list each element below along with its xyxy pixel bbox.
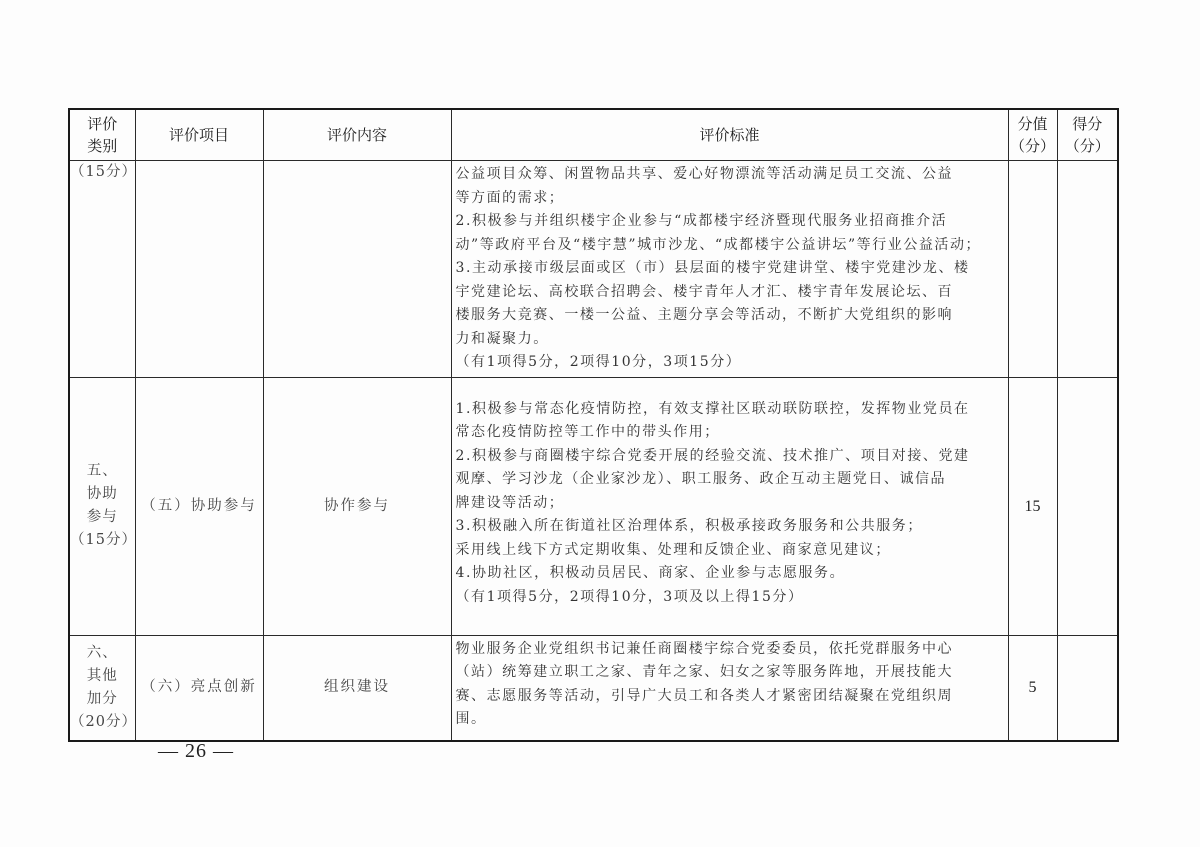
spacer bbox=[456, 380, 1006, 398]
standard-cell bbox=[451, 377, 1008, 635]
category-line: 协助 bbox=[86, 486, 118, 502]
page-number: — 26 — bbox=[158, 740, 234, 762]
standard-line: 牌建设等活动； bbox=[455, 494, 565, 511]
evaluation-table bbox=[68, 108, 1119, 742]
standard-cell bbox=[451, 635, 1008, 741]
score-earned-cell[interactable] bbox=[1057, 377, 1118, 635]
standard-cell bbox=[451, 161, 1008, 378]
standard-line: 力和凝聚力。 bbox=[455, 330, 549, 347]
table-header-row bbox=[69, 109, 1118, 161]
item-cell bbox=[135, 161, 263, 378]
standard-line: 等方面的需求； bbox=[455, 189, 565, 206]
content-cell: 组织建设 bbox=[263, 635, 451, 741]
category-line: 五、 bbox=[86, 463, 118, 479]
score-value-cell: 5 bbox=[1008, 635, 1057, 741]
category-line: 其他 bbox=[86, 667, 118, 684]
category-line: 加分 bbox=[86, 690, 118, 707]
standard-line: 4.协助社区，积极动员居民、商家、企业参与志愿服务。 bbox=[455, 565, 846, 581]
score-earned-cell[interactable] bbox=[1057, 635, 1118, 741]
standard-line: 3.主动承接市级层面或区（市）县层面的楼宇党建讲堂、楼宇党建沙龙、楼 bbox=[455, 260, 970, 276]
standard-line: （有1项得5分，2项得10分，3项及以上得15分） bbox=[455, 588, 804, 605]
header-score-value-line2: （分） bbox=[1009, 137, 1055, 155]
table-row bbox=[69, 377, 1118, 635]
standard-line: 物业服务企业党组织书记兼任商圈楼宇综合党委委员，依托党群服务中心 bbox=[455, 640, 954, 657]
standard-line: 2.积极参与商圈楼宇综合党委开展的经验交流、技术推广、项目对接、党建 bbox=[455, 447, 970, 464]
table-row bbox=[69, 635, 1118, 741]
content-cell bbox=[263, 161, 451, 378]
category-cell bbox=[69, 635, 135, 741]
header-score-earned-line2: （分） bbox=[1064, 137, 1110, 155]
header-standard: 评价标准 bbox=[451, 109, 1008, 161]
standard-line: 常态化疫情防控等工作中的带头作用； bbox=[455, 424, 720, 440]
category-cell bbox=[69, 377, 135, 635]
standard-line: 采用线上线下方式定期收集、处理和反馈企业、商家意见建议； bbox=[455, 541, 891, 558]
standard-line: 赛、志愿服务等活动，引导广大员工和各类人才紧密团结凝聚在党组织周 bbox=[455, 687, 954, 704]
content-cell: 协作参与 bbox=[263, 377, 451, 635]
score-earned-cell[interactable] bbox=[1057, 161, 1118, 378]
header-content: 评价内容 bbox=[263, 109, 451, 161]
category-line: 参与 bbox=[86, 509, 118, 525]
header-score-value-line1: 分值 bbox=[1017, 115, 1048, 133]
header-category bbox=[69, 109, 135, 161]
standard-line: 动”等政府平台及“楼宇慧”城市沙龙、“成都楼宇公益讲坛”等行业公益活动； bbox=[455, 236, 982, 253]
standard-line: 2.积极参与并组织楼宇企业参与“成都楼宇经济暨现代服务业招商推介活 bbox=[455, 213, 948, 229]
score-value-cell: 15 bbox=[1008, 377, 1057, 635]
header-category-line2: 类别 bbox=[87, 137, 118, 155]
header-item: 评价项目 bbox=[135, 109, 263, 161]
item-cell: （五）协助参与 bbox=[135, 377, 263, 635]
category-line: （20分） bbox=[70, 713, 137, 730]
category-cell bbox=[69, 161, 135, 378]
category-text: （15分） bbox=[70, 164, 137, 180]
score-value-cell bbox=[1008, 161, 1057, 378]
standard-line: 公益项目众筹、闲置物品共享、爱心好物漂流等活动满足员工交流、公益 bbox=[455, 166, 954, 182]
standard-line: 观摩、学习沙龙（企业家沙龙）、职工服务、政企互动主题党日、诚信品 bbox=[455, 471, 947, 487]
header-category-line1: 评价 bbox=[87, 115, 118, 133]
standard-line: 3.积极融入所在街道社区治理体系，积极承接政务服务和公共服务； bbox=[455, 518, 923, 534]
standard-line: 楼服务大竞赛、一楼一公益、主题分享会等活动，不断扩大党组织的影响 bbox=[455, 307, 954, 323]
standard-line: （站）统筹建立职工之家、青年之家、妇女之家等服务阵地，开展技能大 bbox=[455, 664, 954, 680]
header-score-earned-line1: 得分 bbox=[1072, 115, 1103, 133]
header-score-earned bbox=[1057, 109, 1118, 161]
category-line: 六、 bbox=[86, 644, 118, 661]
item-cell: （六）亮点创新 bbox=[135, 635, 263, 741]
header-score-value bbox=[1008, 109, 1057, 161]
table-row bbox=[69, 161, 1118, 378]
category-line: （15分） bbox=[70, 532, 137, 548]
standard-line: 1.积极参与常态化疫情防控，有效支撑社区联动联防联控，发挥物业党员在 bbox=[455, 400, 970, 417]
standard-line: 宇党建论坛、高校联合招聘会、楼宇青年人才汇、楼宇青年发展论坛、百 bbox=[455, 283, 954, 300]
standard-line: 围。 bbox=[455, 711, 487, 727]
standard-line: （有1项得5分，2项得10分，3项15分） bbox=[455, 354, 742, 370]
